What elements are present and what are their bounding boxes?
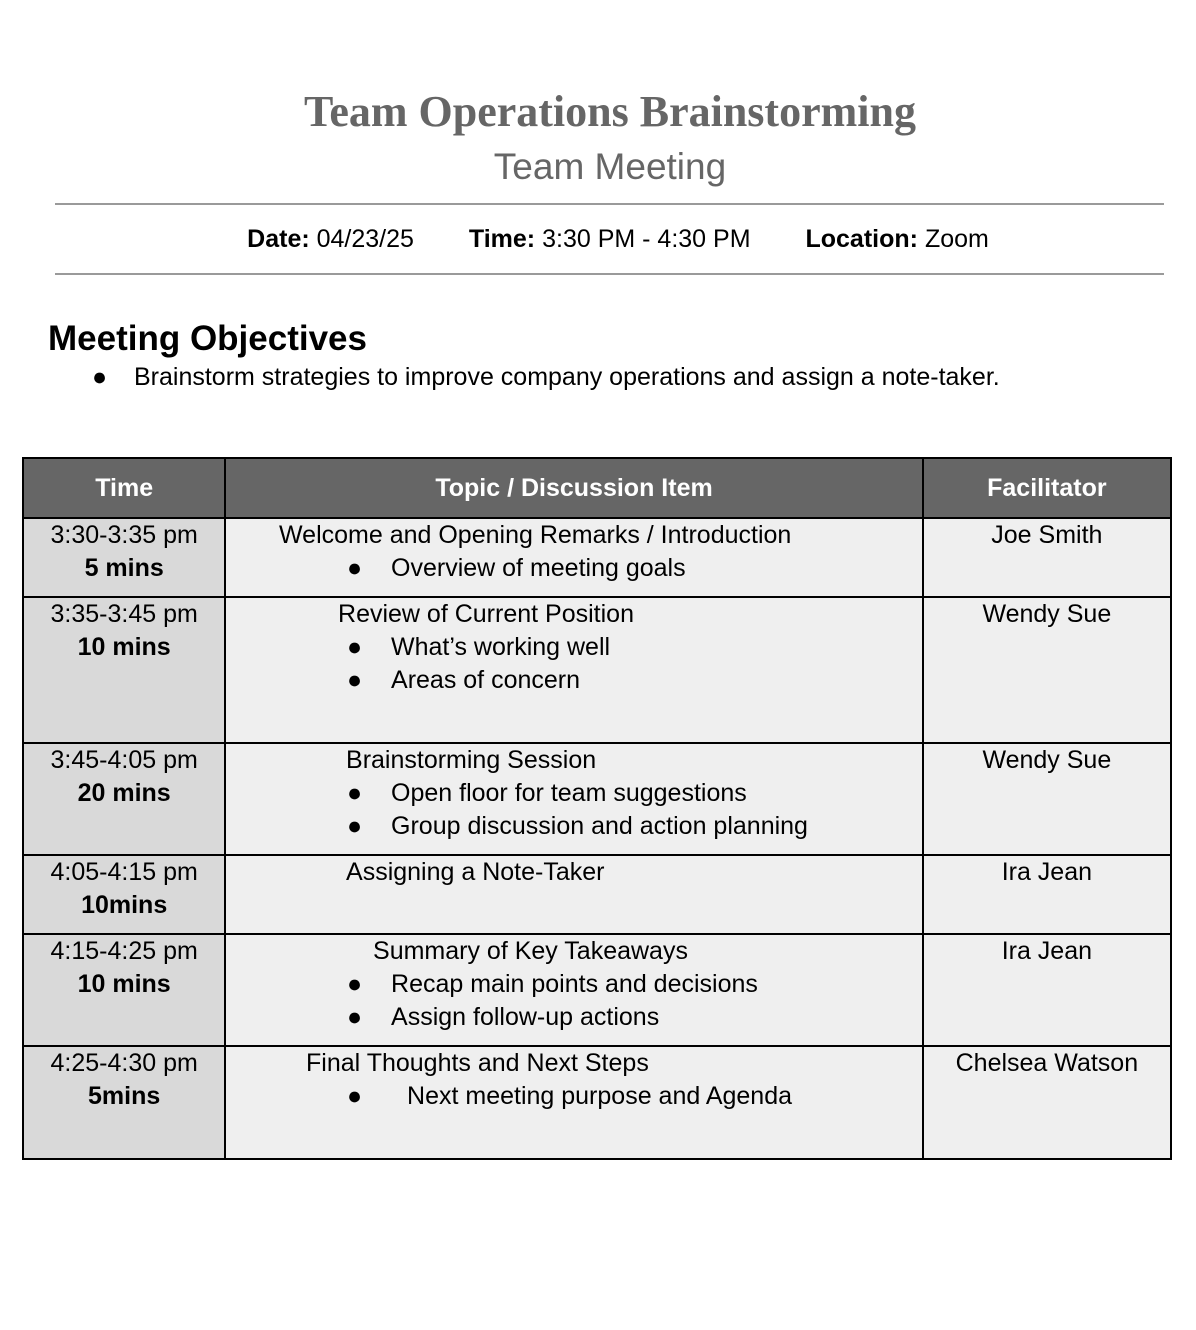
duration: 5 mins	[84, 554, 164, 582]
meeting-meta-line	[0, 223, 1196, 255]
topic-point: ● Next meeting purpose and Agenda	[279, 1080, 869, 1113]
topic-block	[279, 744, 869, 843]
topic-point: ● Open floor for team suggestions	[279, 777, 869, 810]
topic-point: ● Overview of meeting goals	[279, 552, 869, 585]
table-row	[23, 597, 1171, 743]
date-label: Date:	[247, 225, 310, 253]
facilitator-cell: Ira Jean	[923, 855, 1171, 934]
time-range: 4:05-4:15 pm	[50, 858, 198, 886]
meta-location	[805, 225, 988, 253]
topic-title: Welcome and Opening Remarks / Introduction	[279, 521, 792, 549]
topic-title: Final Thoughts and Next Steps	[306, 1049, 649, 1077]
table-row	[23, 1046, 1171, 1159]
bullet-icon: ●	[347, 1082, 363, 1110]
facilitator-cell: Joe Smith	[923, 518, 1171, 597]
bullet-icon: ●	[347, 633, 363, 661]
topic-cell	[225, 597, 922, 743]
bullet-icon: ●	[92, 363, 108, 391]
objectives-list	[92, 361, 1000, 393]
time-cell	[23, 855, 225, 934]
facilitator-cell: Wendy Sue	[923, 743, 1171, 855]
topic-title: Review of Current Position	[338, 600, 634, 628]
topic-point: ● Group discussion and action planning	[279, 810, 869, 843]
topic-cell	[225, 934, 922, 1046]
location-value: Zoom	[924, 225, 989, 253]
time-cell	[23, 1046, 225, 1159]
topic-cell	[225, 1046, 922, 1159]
table-row	[23, 934, 1171, 1046]
time-range: 3:30-3:35 pm	[50, 521, 198, 549]
date-value: 04/23/25	[316, 225, 414, 253]
duration: 20 mins	[77, 779, 171, 807]
bullet-icon: ●	[347, 779, 363, 807]
bullet-icon: ●	[347, 970, 363, 998]
time-value: 3:30 PM - 4:30 PM	[542, 225, 751, 253]
header-topic: Topic / Discussion Item	[225, 458, 922, 518]
topic-block	[279, 935, 869, 1034]
time-cell	[23, 743, 225, 855]
time-range: 3:45-4:05 pm	[50, 746, 198, 774]
time-range: 4:15-4:25 pm	[50, 937, 198, 965]
topic-point: ● Assign follow-up actions	[279, 1001, 869, 1034]
bullet-icon: ●	[347, 812, 363, 840]
agenda-table	[22, 457, 1172, 1160]
table-row	[23, 743, 1171, 855]
topic-cell	[225, 518, 922, 597]
time-range: 4:25-4:30 pm	[50, 1049, 198, 1077]
topic-block	[279, 519, 869, 585]
facilitator-cell: Chelsea Watson	[923, 1046, 1171, 1159]
time-cell	[23, 597, 225, 743]
bottom-divider	[55, 273, 1164, 275]
topic-cell	[225, 743, 922, 855]
topic-point: ● Recap main points and decisions	[279, 968, 869, 1001]
document-subtitle: Team Meeting	[493, 146, 727, 187]
time-cell	[23, 934, 225, 1046]
facilitator-cell: Wendy Sue	[923, 597, 1171, 743]
meta-time	[469, 225, 751, 253]
facilitator-cell: Ira Jean	[923, 934, 1171, 1046]
bullet-icon: ●	[347, 554, 363, 582]
objective-text: Brainstorm strategies to improve company operations and assign a note-taker.	[134, 363, 1000, 391]
header-facilitator: Facilitator	[923, 458, 1171, 518]
topic-title: Assigning a Note-Taker	[346, 858, 605, 886]
duration: 10mins	[81, 891, 168, 919]
topic-title: Brainstorming Session	[346, 746, 597, 774]
table-row	[23, 855, 1171, 934]
topic-cell	[225, 855, 922, 934]
document-title: Team Operations Brainstorming	[304, 87, 916, 136]
time-cell	[23, 518, 225, 597]
duration: 10 mins	[77, 970, 171, 998]
bullet-icon: ●	[347, 666, 363, 694]
location-label: Location:	[805, 225, 918, 253]
agenda-header-row	[23, 458, 1171, 518]
topic-block	[279, 598, 869, 697]
topic-point: ● Areas of concern	[279, 664, 869, 697]
duration: 5mins	[88, 1082, 161, 1110]
time-label: Time:	[468, 225, 536, 253]
bullet-icon: ●	[347, 1003, 363, 1031]
table-row	[23, 518, 1171, 597]
objective-item	[92, 361, 1000, 393]
topic-block	[279, 856, 869, 889]
topic-block	[279, 1047, 869, 1113]
time-range: 3:35-3:45 pm	[50, 600, 198, 628]
duration: 10 mins	[77, 633, 171, 661]
header-time: Time	[23, 458, 225, 518]
objectives-heading: Meeting Objectives	[48, 319, 367, 358]
top-divider	[55, 203, 1164, 205]
topic-title: Summary of Key Takeaways	[373, 937, 688, 965]
meta-date	[247, 225, 414, 253]
topic-point: ● What’s working well	[279, 631, 869, 664]
